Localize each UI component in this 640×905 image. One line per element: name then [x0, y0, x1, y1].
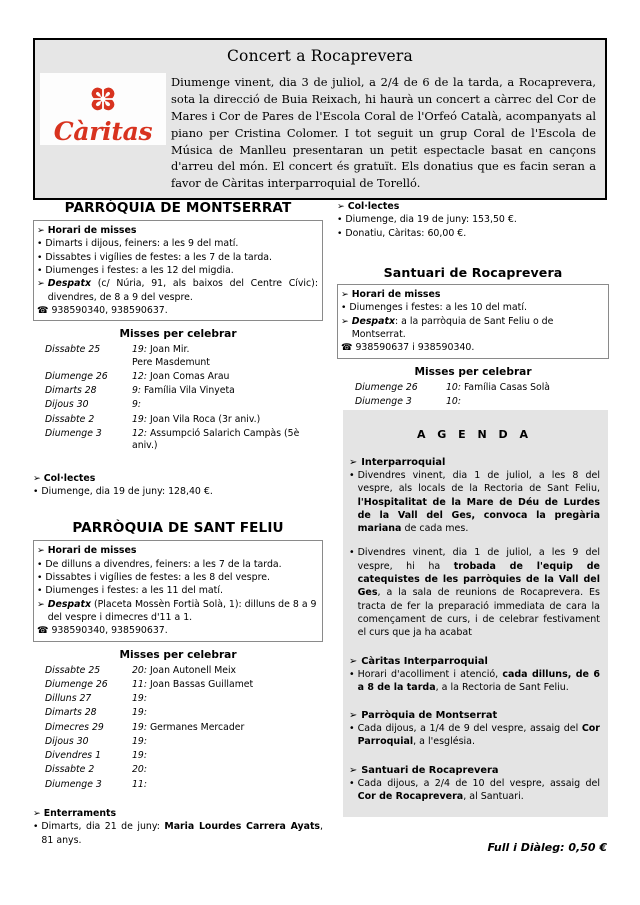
agenda-group-label: Interparroquial [361, 457, 446, 468]
arrow-icon: ➢ [341, 315, 349, 327]
agenda-item [349, 469, 600, 535]
agenda-item-pre: Horari d'acolliment i atenció, [357, 668, 503, 680]
arrow-icon: ➢ [33, 472, 41, 484]
section-sant-feliu [33, 520, 323, 847]
santfeliu-title: PARRÒQUIA DE SANT FELIU [72, 520, 284, 537]
bullet-icon: • [37, 558, 43, 570]
schedule-text: De dilluns a divendres, feiners: a les 7 de la tarda. [45, 558, 282, 570]
montserrat-mass-table [33, 343, 323, 453]
header-body [35, 71, 605, 198]
arrow-icon: ➢ [37, 598, 45, 610]
office-label: Despatx [47, 278, 91, 290]
mass-time: 19: [132, 693, 147, 705]
bullet-icon: • [37, 251, 43, 263]
schedule-row [37, 237, 318, 250]
mass-day: Dijous 30 [45, 735, 89, 747]
arrow-icon: ➢ [33, 808, 41, 820]
agenda-item-pre: Cada dijous, a 1/4 de 9 del vespre, assaig del [357, 723, 582, 735]
table-row [33, 343, 323, 370]
mass-intention: Família Vila Vinyeta [144, 385, 235, 397]
mass-intention: Joan Mir. [149, 344, 190, 356]
footer-price: Full i Diàleg: 0,50 € [487, 841, 607, 854]
mass-day: Diumenge 3 [45, 428, 102, 439]
mass-time: 9: [132, 385, 142, 397]
bullet-icon: • [37, 238, 43, 250]
mass-info [129, 427, 323, 454]
table-row [33, 413, 323, 427]
arrow-icon: ➢ [349, 710, 358, 722]
right-collects [337, 200, 609, 240]
agenda-item [349, 722, 600, 749]
schedule-row [341, 301, 604, 314]
mass-info [129, 706, 323, 720]
agenda-item-pre: Divendres vinent, dia 1 de juliol, a les 9 del vespre, hi ha [357, 547, 600, 572]
section-rocaprevera [337, 265, 609, 409]
table-row [33, 398, 323, 412]
mass-day: Dissabte 2 [45, 413, 95, 425]
arrow-icon: ➢ [349, 764, 358, 776]
mass-info [129, 678, 323, 692]
burials-head: Enterraments [43, 808, 117, 820]
mass-intention: Joan Comas Arau [149, 370, 230, 382]
agenda-panel [343, 410, 608, 817]
mass-time: 19: [132, 721, 147, 733]
bullet-icon: • [37, 585, 43, 597]
office-label: Despatx [351, 315, 395, 327]
table-row [33, 706, 323, 720]
mass-time: 19: [132, 707, 147, 719]
logo-cell [35, 71, 167, 145]
schedule-heading-row [37, 544, 318, 557]
bullet-icon: • [349, 470, 355, 481]
schedule-heading-row [37, 224, 318, 237]
montserrat-schedule-box [33, 220, 323, 321]
santfeliu-mass-table [33, 664, 323, 792]
mass-time: 20: [132, 664, 147, 676]
burials-heading-row [33, 807, 323, 820]
bullet-icon: • [349, 668, 355, 680]
mass-day: Diumenge 26 [45, 370, 108, 382]
agenda-group-rocaprevera [349, 765, 600, 804]
arrow-icon: ➢ [37, 545, 45, 557]
santfeliu-burials [33, 807, 323, 847]
bullet-icon: • [349, 723, 355, 735]
burial-row [33, 820, 323, 847]
agenda-item [349, 668, 600, 695]
mass-day: Dissabte 2 [45, 764, 95, 776]
arrow-icon: ➢ [349, 457, 358, 468]
schedule-row [37, 251, 318, 264]
schedule-text: Dimarts i dijous, feiners: a les 9 del matí. [45, 238, 239, 250]
mass-info [443, 381, 609, 395]
office-row [37, 277, 318, 304]
mass-info [129, 735, 323, 749]
mass-time: 12: [132, 370, 147, 382]
bullet-icon: • [337, 227, 343, 239]
office-text: : a la parròquia de Sant Feliu o de Montserrat. [351, 315, 554, 341]
agenda-title: A G E N D A [416, 428, 533, 441]
schedule-text: Diumenges i festes: a les 12 del migdia. [45, 265, 234, 277]
schedule-text: Dissabtes i vigílies de festes: a les 8 del vespre. [45, 571, 271, 583]
burial-name: Maria Lourdes Carrera Ayats [164, 821, 321, 833]
mass-info [443, 395, 609, 409]
schedule-text: Dissabtes i vigílies de festes: a les 7 de la tarda. [45, 251, 272, 263]
mass-time: 11: [132, 678, 147, 690]
agenda-item-bold: Cor de Rocaprevera [357, 791, 464, 803]
agenda-item-bold: Cor Parroquial [357, 723, 600, 748]
mass-time: 12: [132, 428, 147, 439]
page-title: Concert a Rocaprevera [227, 47, 413, 65]
table-row [337, 395, 609, 409]
phone-row [37, 624, 318, 637]
collects-text: Donatiu, Càritas: 60,00 €. [345, 227, 467, 239]
bullet-icon: • [349, 777, 355, 789]
bullet-icon: • [341, 302, 347, 314]
mass-info [129, 413, 323, 427]
bullet-icon: • [33, 485, 39, 497]
concert-header-box [33, 38, 607, 200]
agenda-item-post: de cada mes. [401, 523, 469, 535]
santfeliu-schedule-box [33, 540, 323, 641]
collects-text: Diumenge, dia 19 de juny: 128,40 €. [41, 485, 213, 497]
mass-time: 20: [132, 764, 147, 776]
table-row [33, 664, 323, 678]
mass-info [129, 763, 323, 777]
mass-time: 10: [446, 396, 461, 408]
mass-day: Dijous 30 [45, 399, 89, 411]
schedule-row [37, 571, 318, 584]
rocaprevera-schedule-box [337, 284, 609, 359]
rocaprevera-mass-table [337, 381, 609, 410]
table-row [337, 381, 609, 395]
montserrat-phones: 938590340, 938590637. [51, 305, 168, 317]
montserrat-collects [33, 472, 323, 499]
collects-row [337, 213, 609, 226]
rocaprevera-phones: 938590637 i 938590340. [355, 342, 475, 354]
burial-date: Dimarts, dia 21 de juny: [41, 821, 165, 833]
mass-time: 10: [446, 381, 461, 393]
collects-head: Col·lectes [43, 472, 96, 484]
mass-intention: Família Casas Solà [463, 381, 550, 393]
mass-time: 19: [132, 344, 147, 356]
arrow-icon: ➢ [37, 225, 45, 236]
agenda-group-label: Parròquia de Montserrat [361, 710, 498, 722]
mass-time: 19: [132, 735, 147, 747]
mass-time: 19: [132, 413, 147, 425]
right-column [337, 200, 609, 409]
collects-heading-row [337, 200, 609, 213]
montserrat-schedule-head: Horari de misses [47, 225, 137, 236]
mass-day: Dissabte 25 [45, 664, 101, 676]
concert-description: Diumenge vinent, dia 3 de juliol, a 2/4 de 6 de la tarda, a Rocaprevera, sota la direcció de Buia Reixach, hi haurà un concert a càrrec del Cor de Mares i Cor de Pares de l'Escola Coral de l'Orfeó Català, acompanyats al piano per Cristina Colomer. I tot seguit un grup Coral de l'Escola de Música de Manlleu presentaran un petit espectacle basat en cançons d'arreu del món. El concert és gratuït. Els donatius que es facin seran a favor de Càritas interparroquial de Torelló. [171, 75, 596, 191]
table-row [33, 370, 323, 384]
agenda-group-montserrat [349, 710, 600, 749]
bullet-icon: • [33, 821, 39, 833]
agenda-item-post: , a la Rectoria de Sant Feliu. [435, 681, 569, 693]
mass-intention: Joan Bassas Guillamet [149, 678, 254, 690]
schedule-row [37, 264, 318, 277]
agenda-group-label: Càritas Interparroquial [361, 655, 488, 667]
schedule-text: Diumenges i festes: a les 11 del matí. [45, 585, 223, 597]
agenda-item-pre: Divendres vinent, dia 1 de juliol, a les 8 del vespre, als locals de la Rectoria de Sant Feliu, [357, 470, 600, 495]
agenda-item-post: , a la sala de reunions de Rocaprevera. Es tracta de fer la preparació immediata de cara la començament de curs, i de celebrar festivament el curs que ja ha acabat [357, 587, 600, 639]
left-column [33, 200, 323, 847]
mass-info [129, 370, 323, 384]
schedule-row [37, 558, 318, 571]
agenda-group-caritas [349, 656, 600, 695]
caritas-wordmark: Càritas [53, 117, 153, 146]
santfeliu-masses-head: Misses per celebrar [119, 648, 237, 661]
mass-day: Divendres 1 [45, 750, 102, 762]
mass-day: Dimecres 29 [45, 721, 104, 733]
collects-text: Diumenge, dia 19 de juny: 153,50 €. [345, 214, 517, 226]
rocaprevera-title: Santuari de Rocaprevera [383, 265, 563, 281]
collects-row [337, 227, 609, 240]
bullet-icon: • [349, 547, 355, 559]
mass-info [129, 664, 323, 678]
arrow-icon: ➢ [337, 201, 345, 212]
agenda-group-heading [349, 765, 600, 776]
arrow-icon: ➢ [341, 289, 349, 301]
mass-time: 19: [132, 750, 147, 762]
mass-info [129, 778, 323, 792]
bullet-icon: • [337, 214, 343, 226]
table-row [33, 735, 323, 749]
phone-row [37, 304, 318, 317]
mass-day: Diumenge 26 [45, 678, 108, 690]
mass-day: Diumenge 26 [355, 381, 418, 393]
office-row [37, 598, 318, 625]
office-label: Despatx [47, 598, 91, 610]
agenda-item-pre: Cada dijous, a 2/4 de 10 del vespre, assaig del [357, 777, 600, 789]
collects-head: Col·lectes [347, 201, 400, 212]
caritas-logo [40, 73, 166, 145]
agenda-item-post: , al Santuari. [463, 791, 524, 803]
agenda-item-bold: trobada de l'equip de catequistes de les parròquies de la Vall del Ges [357, 560, 600, 599]
section-montserrat [33, 200, 323, 498]
table-row [33, 384, 323, 398]
mass-info [129, 749, 323, 763]
table-row [33, 778, 323, 792]
mass-info [129, 692, 323, 706]
mass-time: 9: [132, 399, 142, 411]
mass-info [129, 343, 323, 370]
mass-day: Diumenge 3 [45, 778, 102, 790]
schedule-heading-row [341, 288, 604, 301]
mass-intention: Assumpció Salarich Campàs (5è aniv.) [132, 428, 300, 452]
mass-time: 11: [132, 778, 147, 790]
agenda-group-label: Santuari de Rocaprevera [361, 764, 499, 776]
mass-intention: Joan Autonell Meix [149, 664, 237, 676]
agenda-item [349, 546, 600, 639]
bullet-icon: • [37, 265, 43, 277]
mass-day: Dimarts 28 [45, 385, 97, 397]
agenda-group-heading [349, 710, 600, 721]
table-row [33, 692, 323, 706]
office-text: (Placeta Mossèn Fortià Solà, 1): dilluns de 8 a 9 del vespre i dimecres d'11 a 1. [47, 598, 317, 623]
rocaprevera-masses-head: Misses per celebrar [414, 365, 532, 378]
mass-info [129, 721, 323, 735]
phone-icon: ☎ [341, 342, 353, 354]
burial-age: , 81 anys. [41, 821, 323, 846]
rocaprevera-schedule-head: Horari de misses [351, 289, 441, 301]
agenda-group-heading [349, 457, 600, 468]
schedule-row [37, 584, 318, 597]
office-text: (c/ Núria, 91, als baixos del Centre Cívic): divendres, de 8 a 9 del vespre. [47, 278, 318, 303]
montserrat-masses-head: Misses per celebrar [119, 328, 237, 341]
mass-intention: Germanes Mercader [149, 721, 245, 733]
mass-intention: Joan Vila Roca (3r aniv.) [149, 413, 261, 425]
table-row [33, 721, 323, 735]
office-row [341, 315, 604, 342]
table-row [33, 749, 323, 763]
arrow-icon: ➢ [37, 278, 45, 290]
agenda-item-bold: cada dilluns, de 6 a 8 de la tarda [357, 668, 600, 693]
bullet-icon: • [37, 571, 43, 583]
mass-day: Diumenge 3 [355, 396, 412, 408]
table-row [33, 678, 323, 692]
mass-day: Dilluns 27 [45, 693, 92, 705]
agenda-group-heading [349, 656, 600, 667]
phone-row [341, 341, 604, 354]
montserrat-title: PARRÒQUIA DE MONTSERRAT [64, 200, 292, 216]
agenda-group-interparroquial [349, 457, 600, 640]
collects-row [33, 485, 323, 498]
phone-icon: ☎ [37, 305, 49, 317]
santfeliu-phones: 938590340, 938590637. [51, 625, 168, 637]
agenda-item-post: , a l'església. [413, 736, 475, 748]
mass-day: Dissabte 25 [45, 344, 101, 356]
table-row [33, 763, 323, 777]
mass-day: Dimarts 28 [45, 707, 97, 719]
agenda-item [349, 777, 600, 804]
mass-info [129, 398, 323, 412]
table-row [33, 427, 323, 454]
phone-icon: ☎ [37, 625, 49, 637]
mass-intention-2: Pere Masdemunt [132, 356, 210, 368]
mass-info [129, 384, 323, 398]
santfeliu-schedule-head: Horari de misses [47, 545, 137, 557]
schedule-text: Diumenges i festes: a les 10 del matí. [349, 302, 527, 314]
collects-heading-row [33, 472, 323, 485]
arrow-icon: ➢ [349, 655, 358, 667]
agenda-item-bold: l'Hospitalitat de la Mare de Déu de Lurdes de la Vall del Ges, convoca la pregària mariana [357, 496, 600, 535]
